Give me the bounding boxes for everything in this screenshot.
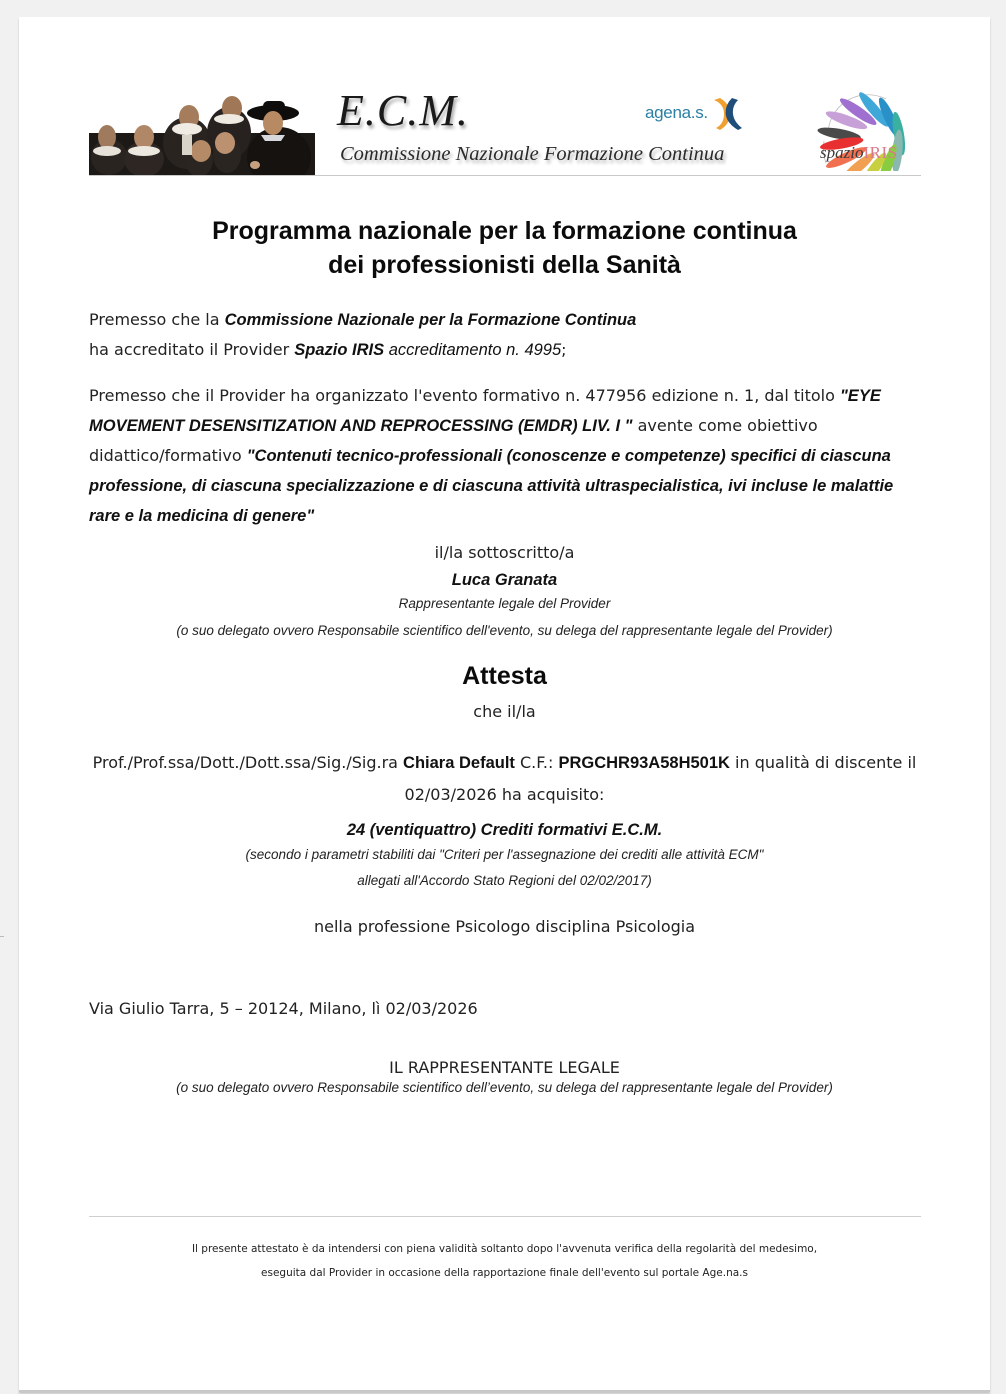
anatomy-lesson-painting-icon: [89, 95, 315, 175]
document-title-line2: dei professionisti della Sanità: [328, 251, 681, 279]
document-title: [19, 214, 990, 282]
margin-mark: [0, 936, 4, 937]
signatory-intro: il/la sottoscritto/a: [434, 543, 575, 562]
participant-statement: Prof./Prof.ssa/Dott./Dott.ssa/Sig./Sig.ra Chiara Default C.F.: PRGCHR93A58H501K in qualità di discente il 02/03/2026 ha acquisito:: [19, 747, 990, 810]
attesta-heading: Attesta: [462, 662, 547, 690]
credits-note-line1: (secondo i parametri stabiliti dai "Criteri per l'assegnazione dei crediti alle attività ECM": [245, 847, 764, 862]
acquisition-date: 02/03/2026 ha acquisito:: [404, 785, 605, 804]
place-date: Via Giulio Tarra, 5 – 20124, Milano, lì 02/03/2026: [89, 999, 478, 1018]
event-objective: "Contenuti tecnico-professionali (conoscenze e competenze) specifici di ciascuna professione, di ciascuna specializzazione e di ciascuna attività ultraspecialistica, ivi incluse le malattie rare e la medicina di genere": [89, 447, 894, 525]
fiscal-code: PRGCHR93A58H501K: [558, 754, 730, 772]
signatory-name: Luca Granata: [451, 571, 558, 589]
attesta-sub: che il/la: [473, 702, 536, 721]
document-title-line1: Programma nazionale per la formazione continua: [212, 217, 797, 245]
footer-line1: Il presente attestato è da intendersi con piena validità soltanto dopo l'avvenuta verifica della regolarità del medesimo,: [191, 1243, 818, 1255]
footer-line2: eseguita dal Provider in occasione della rapportazione finale dell'evento sul portale Age.na.s: [261, 1267, 748, 1279]
credits-note-line2: allegati all'Accordo Stato Regioni del 02/02/2017): [357, 873, 652, 888]
agenas-logo-text: agena.s.: [645, 103, 708, 122]
signature-label: IL RAPPRESENTANTE LEGALE: [389, 1058, 620, 1077]
provider-name: Spazio IRIS: [294, 341, 385, 359]
premise-event: Premesso che il Provider ha organizzato l'evento formativo n. 477956 edizione n. 1, dal titolo "EYE MOVEMENT DESENSITIZATION AND REPROCESSING (EMDR) LIV. I " avente come obiettivo didattico/formativo "Contenuti tecnico-professionali (conoscenze e competenze) specifici di ciascuna professione, di ciascuna specializzazione e di ciascuna attività ultraspecialistica, ivi incluse le malattie rare e la medicina di genere": [89, 386, 894, 525]
footer-disclaimer: [19, 1237, 990, 1285]
ecm-logo-title: E.C.M.: [337, 86, 469, 135]
signature-note: (o suo delegato ovvero Responsabile scientifico dell’evento, su delega del rappresentante legale del Provider): [176, 1080, 833, 1095]
profession-discipline: nella professione Psicologo disciplina Psicologia: [313, 917, 696, 936]
commission-name: Commissione Nazionale per la Formazione Continua: [224, 311, 637, 329]
spazio-iris-logo-text: spazioIRIS: [820, 143, 898, 162]
header-divider: [89, 175, 921, 176]
ecm-logo-subtitle: Commissione Nazionale Formazione Continua: [340, 143, 725, 165]
certificate-page: [19, 17, 990, 1392]
accreditation-number: accreditamento n. 4995: [384, 341, 562, 359]
agenas-logo: [645, 95, 744, 131]
credits-amount: 24 (ventiquattro) Crediti formativi E.C.M.: [346, 821, 663, 839]
ecm-header-painting: [89, 95, 315, 175]
premise-accreditation: Premesso che la Commissione Nazionale per la Formazione Continua ha accreditato il Provider Spazio IRIS accreditamento n. 4995;: [89, 310, 637, 359]
footer-divider: [89, 1216, 921, 1217]
spazio-iris-logo: [816, 91, 912, 171]
event-title: "EYE MOVEMENT DESENSITIZATION AND REPROCESSING (EMDR) LIV. I ": [89, 387, 881, 435]
signatory-role: Rappresentante legale del Provider: [398, 596, 611, 611]
participant-name: Chiara Default: [403, 754, 515, 772]
agenas-mark-icon: [710, 96, 744, 130]
signatory-delegate-note: (o suo delegato ovvero Responsabile scientifico dell'evento, su delega del rappresentante legale del Provider): [176, 623, 833, 638]
